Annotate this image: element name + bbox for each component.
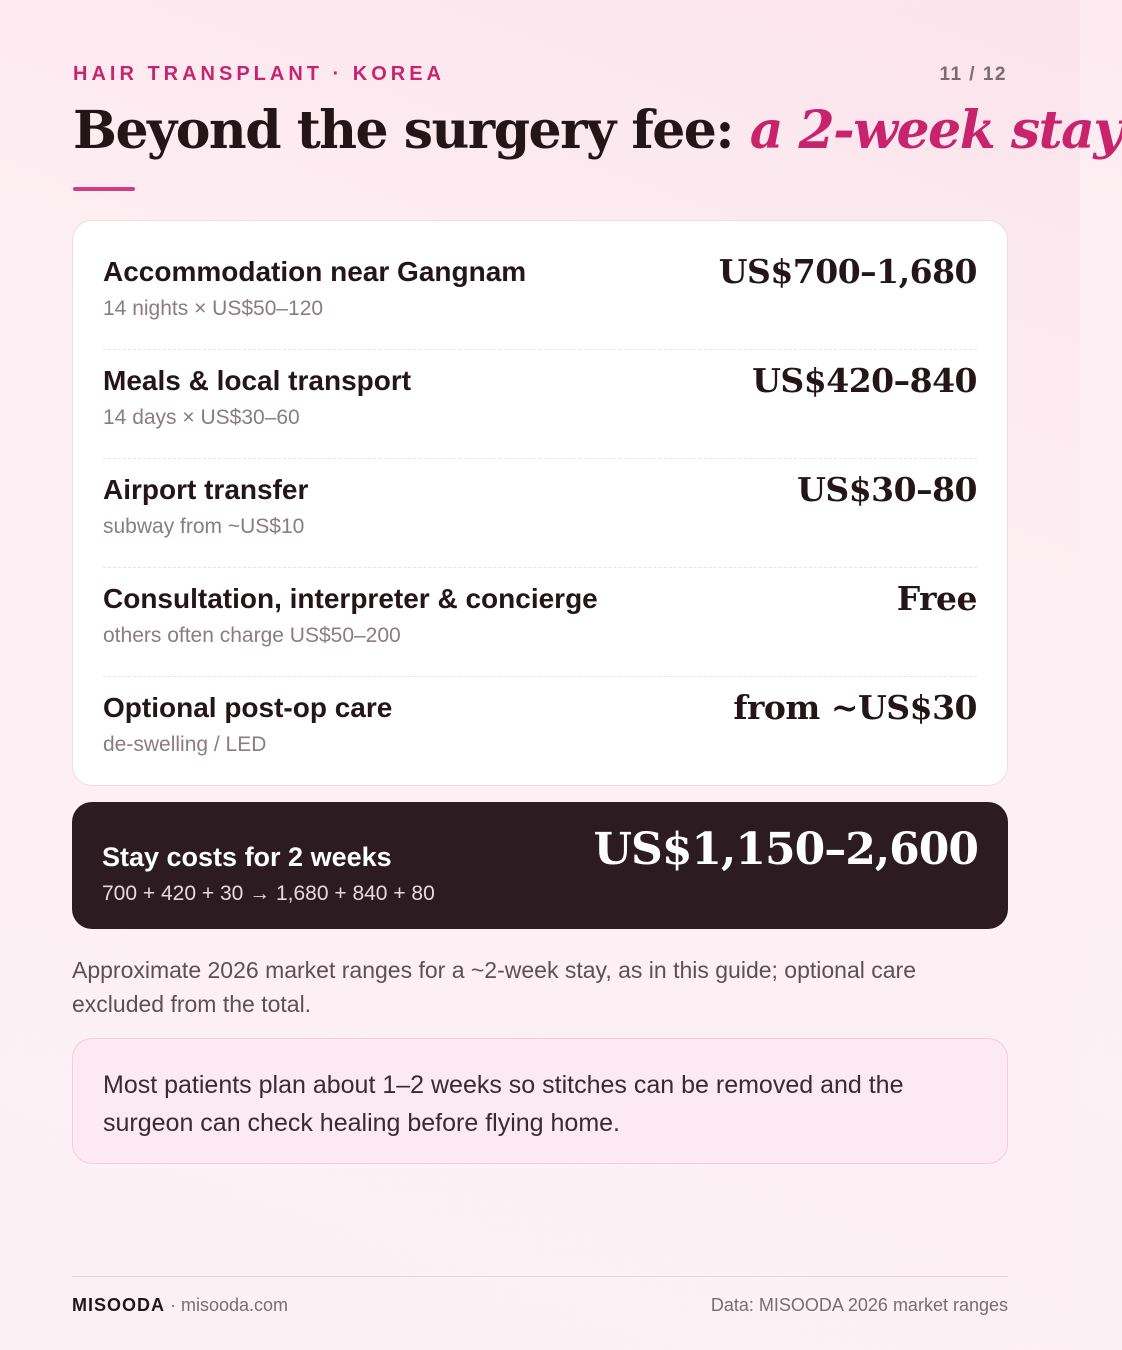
cost-label: Meals & local transport: [103, 365, 412, 396]
cost-label: Consultation, interpreter & concierge: [103, 583, 598, 614]
total-panel: [72, 802, 1008, 929]
brand-name: MISOODA: [72, 1295, 166, 1315]
cost-detail: 14 nights × US$50–120: [103, 297, 324, 320]
cost-detail: subway from ~US$10: [103, 515, 305, 538]
data-source: Data: MISOODA 2026 market ranges: [710, 1295, 1008, 1315]
footer-brand: [72, 1295, 288, 1316]
cost-row-text: [103, 365, 411, 430]
cost-row-text: [103, 583, 598, 648]
cost-detail: others often charge US$50–200: [103, 624, 401, 647]
cost-breakdown-card: [72, 220, 1008, 786]
cost-value: from ~US$30: [733, 688, 977, 727]
title-main: Beyond the surgery fee:: [73, 100, 750, 161]
total-formula: 700 + 420 + 30 → 1,680 + 840 + 80: [102, 882, 435, 905]
recovery-callout: Most patients plan about 1–2 weeks so stitches can be removed and the surgeon can check healing before flying home.: [72, 1038, 1008, 1164]
footer-divider: [72, 1276, 1008, 1277]
category-kicker: HAIR TRANSPLANT · KOREA: [73, 63, 445, 85]
page-title: [73, 100, 1122, 161]
cost-row-accommodation: [103, 241, 977, 350]
cost-row-consultation: [103, 568, 977, 677]
cost-row-text: [103, 474, 308, 539]
brand-site: · misooda.com: [165, 1295, 289, 1315]
cost-label: Airport transfer: [103, 474, 309, 505]
cost-row-text: [103, 256, 526, 321]
cost-value: US$420–840: [752, 361, 977, 400]
cost-value: US$30–80: [797, 470, 977, 509]
total-label: Stay costs for 2 weeks: [102, 842, 392, 872]
cost-label: Optional post-op care: [103, 692, 393, 723]
cost-detail: 14 days × US$30–60: [103, 406, 300, 429]
cost-row-airport-transfer: [103, 459, 977, 568]
title-underline: [73, 187, 135, 191]
cost-detail: de-swelling / LED: [103, 733, 267, 756]
total-value: US$1,150–2,600: [593, 824, 978, 875]
title-accent: a 2-week stay: [749, 100, 1122, 161]
methodology-note: Approximate 2026 market ranges for a ~2-week stay, as in this guide; optional care excluded from the total.: [72, 957, 917, 1017]
cost-row-meals-transport: [103, 350, 977, 459]
cost-row-text: [103, 692, 392, 757]
cost-value: US$700–1,680: [718, 252, 977, 291]
cost-value: Free: [896, 579, 977, 618]
cost-label: Accommodation near Gangnam: [103, 256, 527, 287]
cost-row-post-op-care: [103, 677, 977, 786]
page-counter: 11 / 12: [939, 64, 1007, 85]
